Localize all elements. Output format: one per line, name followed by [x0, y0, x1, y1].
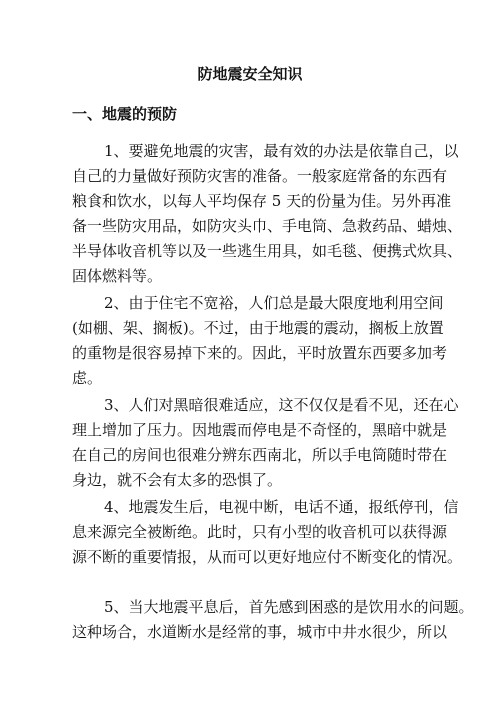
paragraph-line: 4、地震发生后，电视中断，电话不通，报纸停刊，信: [104, 498, 459, 516]
paragraph-line: 身边，就不会有太多的恐惧了。: [72, 471, 283, 489]
paragraph-line: 固体燃料等。: [72, 267, 163, 285]
paragraph-line: 2、由于住宅不宽裕，人们总是最大限度地利用空间: [104, 294, 444, 312]
paragraph-line: 1、要避免地震的灾害，最有效的办法是依靠自己，以: [104, 142, 459, 160]
paragraph-line: 源不断的重要情报，从而可以更好地应付不断变化的情况。: [72, 548, 463, 566]
paragraph-line: 自己的力量做好预防灾害的准备。一般家庭常备的东西有: [72, 167, 448, 185]
section-heading: 一、地震的预防: [72, 105, 178, 123]
document-title: 防地震安全知识: [197, 65, 303, 83]
paragraph-line: 理上增加了压力。因地震而停电是不奇怪的，黑暗中就是: [72, 421, 448, 439]
paragraph-line: 3、人们对黑暗很难适应，这不仅仅是看不见，还在心: [104, 396, 459, 414]
paragraph-line: 备一些防灾用品，如防灾头巾、手电筒、急救药品、蜡烛、: [72, 217, 463, 235]
paragraph-line: 的重物是很容易掉下来的。因此，平时放置东西要多加考: [72, 344, 448, 362]
paragraph-line: 5、当大地震平息后，首先感到困惑的是饮用水的问题。: [104, 598, 474, 616]
paragraph-line: 粮食和饮水，以每人平均保存 5 天的份量为佳。另外再准: [72, 192, 452, 210]
paragraph-line: (如棚、架、搁板)。不过，由于地震的震动，搁板上放置: [72, 319, 444, 337]
paragraph-line: 半导体收音机等以及一些逃生用具，如毛毯、便携式炊具、: [72, 242, 463, 260]
paragraph-line: 虑。: [72, 369, 103, 387]
paragraph-line: 在自己的房间也很难分辨东西南北，所以手电筒随时带在: [72, 446, 448, 464]
paragraph-line: 息来源完全被断绝。此时，只有小型的收音机可以获得源: [72, 523, 448, 541]
paragraph-line: 这种场合，水道断水是经常的事，城市中井水很少，所以: [72, 623, 448, 641]
